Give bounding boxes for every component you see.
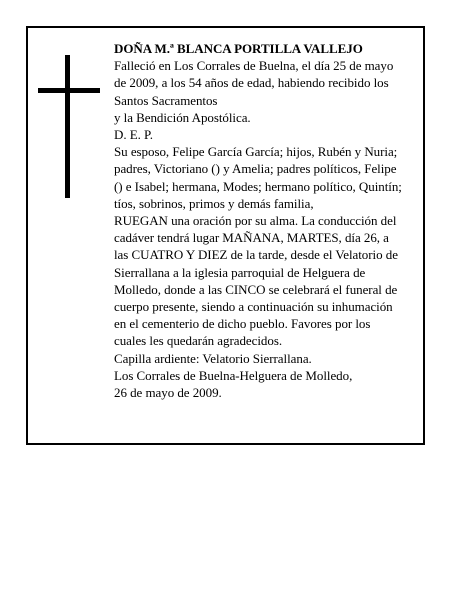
notice-body — [114, 40, 424, 401]
notice-line: Su esposo, Felipe García García; hijos, Rubén y Nuria; — [114, 144, 398, 160]
notice-line: cadáver tendrá lugar MAÑANA, MARTES, día 26, a — [114, 230, 389, 246]
notice-line: de 2009, a los 54 años de edad, habiendo recibido los — [114, 75, 389, 91]
notice-line: () e Isabel; hermana, Modes; hermano político, Quintín; — [114, 178, 402, 194]
notice-line: cuerpo presente, siendo a continuación su inhumación — [114, 299, 393, 315]
cross-vertical-bar — [65, 55, 70, 198]
obituary-notice — [26, 26, 425, 445]
notice-line: padres, Victoriano () y Amelia; padres políticos, Felipe — [114, 161, 397, 177]
deceased-name: DOÑA M.ª BLANCA PORTILLA VALLEJO — [114, 41, 363, 56]
notice-line: y la Bendición Apostólica. — [114, 109, 251, 125]
notice-line: RUEGAN una oración por su alma. La conducción del — [114, 213, 397, 229]
notice-line: Santos Sacramentos — [114, 92, 218, 108]
cross-horizontal-bar — [38, 88, 100, 93]
cross-icon — [38, 55, 100, 198]
notice-line: Molledo, donde a las CINCO se celebrará el funeral de — [114, 281, 398, 297]
notice-line: D. E. P. — [114, 127, 153, 143]
notice-line: en el cementerio de dicho pueblo. Favores por los — [114, 316, 371, 332]
notice-line: cuales les quedarán agradecidos. — [114, 333, 283, 349]
notice-line: Capilla ardiente: Velatorio Sierrallana. — [114, 350, 312, 366]
notice-line: tíos, sobrinos, primos y demás familia, — [114, 195, 314, 211]
notice-line: las CUATRO Y DIEZ de la tarde, desde el Velatorio de — [114, 247, 398, 263]
notice-line: Falleció en Los Corrales de Buelna, el día 25 de mayo — [114, 58, 394, 74]
notice-line: Sierrallana a la iglesia parroquial de Helguera de — [114, 264, 366, 280]
notice-line: 26 de mayo de 2009. — [114, 385, 222, 401]
notice-line: Los Corrales de Buelna-Helguera de Molledo, — [114, 367, 353, 383]
